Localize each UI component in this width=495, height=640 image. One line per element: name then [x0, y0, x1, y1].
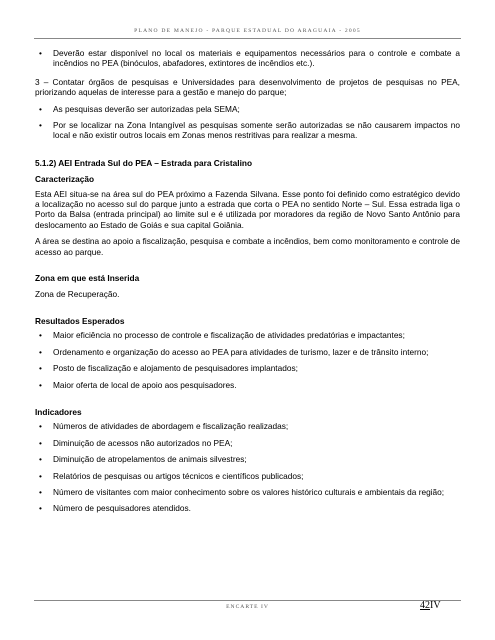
- list-item-text: Maior oferta de local de apoio aos pesquisadores.: [53, 379, 237, 390]
- indicators-list: [35, 421, 460, 513]
- bullet-icon: •: [39, 486, 42, 497]
- list-item: [35, 503, 460, 513]
- bullet-icon: •: [39, 48, 42, 58]
- bullet-icon: •: [39, 421, 42, 432]
- list-item: [35, 471, 460, 481]
- list-item: [35, 48, 460, 69]
- footer-rule: [34, 600, 461, 601]
- list-item-text: Número de visitantes com maior conhecimento sobre os valores histórico culturais e ambientais da região;: [53, 486, 445, 497]
- bullet-icon: •: [39, 437, 42, 448]
- bullet-icon: •: [39, 346, 42, 357]
- list-item: [35, 330, 460, 340]
- list-item-text: Número de pesquisadores atendidos.: [53, 503, 191, 514]
- bullet-icon: •: [39, 120, 42, 131]
- header-rule: [34, 38, 461, 39]
- bullet-icon: •: [39, 330, 42, 341]
- list-item: [35, 380, 460, 390]
- list-item: [35, 438, 460, 448]
- list-item-text: Relatórios de pesquisas ou artigos técnicos e científicos publicados;: [53, 470, 304, 481]
- subsection-title: Resultados Esperados: [35, 315, 125, 326]
- results-list: [35, 330, 460, 390]
- list-item: [35, 454, 460, 464]
- bullet-icon: •: [39, 470, 42, 481]
- list-item: [35, 421, 460, 431]
- bullet-icon: •: [39, 379, 42, 390]
- bullet-list-top: [35, 48, 460, 69]
- list-item-text: Deverão estar disponível no local os materiais e equipamentos necessários para o controle e combate a incêndios no PEA (binóculos, abafadores, extintores de incêndios etc.).: [53, 48, 460, 69]
- list-item: [35, 104, 460, 114]
- list-item-text: Diminuição de atropelamentos de animais silvestres;: [53, 454, 247, 465]
- page-number-value: 42: [420, 600, 430, 611]
- list-item-text: Números de atividades de abordagem e fiscalização realizadas;: [53, 421, 289, 432]
- list-item-text: Por se localizar na Zona Intangível as pesquisas somente serão autorizadas se não causarem impactos no local e não existir outros locais em Zonas menos restritivas para realizar a mesma.: [53, 120, 460, 141]
- list-item: [35, 487, 460, 497]
- paragraph: 3 – Contatar órgãos de pesquisas e Universidades para desenvolvimento de projetos de pesquisas no PEA, priorizando aquelas de interesse para a gestão e manejo do parque;: [35, 76, 460, 98]
- paragraph: Zona de Recuperação.: [35, 288, 120, 299]
- subsection-title: Indicadores: [35, 406, 82, 417]
- subsection-title: Zona em que está Inserida: [35, 273, 140, 284]
- bullet-list-research: [35, 104, 460, 141]
- subsection-title: Caracterização: [35, 174, 95, 185]
- list-item-text: Diminuição de acessos não autorizados no PEA;: [53, 437, 233, 448]
- list-item-text: Ordenamento e organização do acesso ao PEA para atividades de turismo, lazer e de trânsito interno;: [53, 346, 429, 357]
- paragraph: Esta AEI situa-se na área sul do PEA próximo a Fazenda Silvana. Esse ponto foi definido como estratégico devido a localização no acesso sul do parque junto a estrada que corta o PEA no sentido Norte – Sul. Essa estrada liga o Porto da Balsa (entrada principal) ao limite sul e é utilizada por moradores da região de Novo Santo Antônio para deslocamento ao Estado de Goiás e sua capital Goiânia.: [35, 188, 460, 230]
- section-heading: 5.1.2) AEI Entrada Sul do PEA – Estrada para Cristalino: [35, 157, 253, 168]
- page-number: [420, 600, 441, 611]
- paragraph: A área se destina ao apoio a fiscalização, pesquisa e combate a incêndios, bem como monitoramento e controle de acesso ao parque.: [35, 236, 460, 257]
- running-header: PLANO DE MANEJO - PARQUE ESTADUAL DO ARAGUAIA - 2005: [134, 28, 361, 34]
- running-footer: ENCARTE IV: [226, 604, 269, 610]
- list-item: [35, 347, 460, 357]
- list-item: [35, 120, 460, 141]
- bullet-icon: •: [39, 503, 42, 514]
- list-item-text: As pesquisas deverão ser autorizadas pela SEMA;: [53, 103, 240, 114]
- bullet-icon: •: [39, 363, 42, 374]
- bullet-icon: •: [39, 103, 42, 114]
- page-body: [35, 46, 460, 514]
- page-number-suffix: IV: [430, 600, 441, 611]
- list-item-text: Posto de fiscalização e alojamento de pesquisadores implantados;: [53, 363, 298, 374]
- bullet-icon: •: [39, 454, 42, 465]
- list-item-text: Maior eficiência no processo de controle e fiscalização de atividades predatórias e impactantes;: [53, 330, 405, 341]
- list-item: [35, 363, 460, 373]
